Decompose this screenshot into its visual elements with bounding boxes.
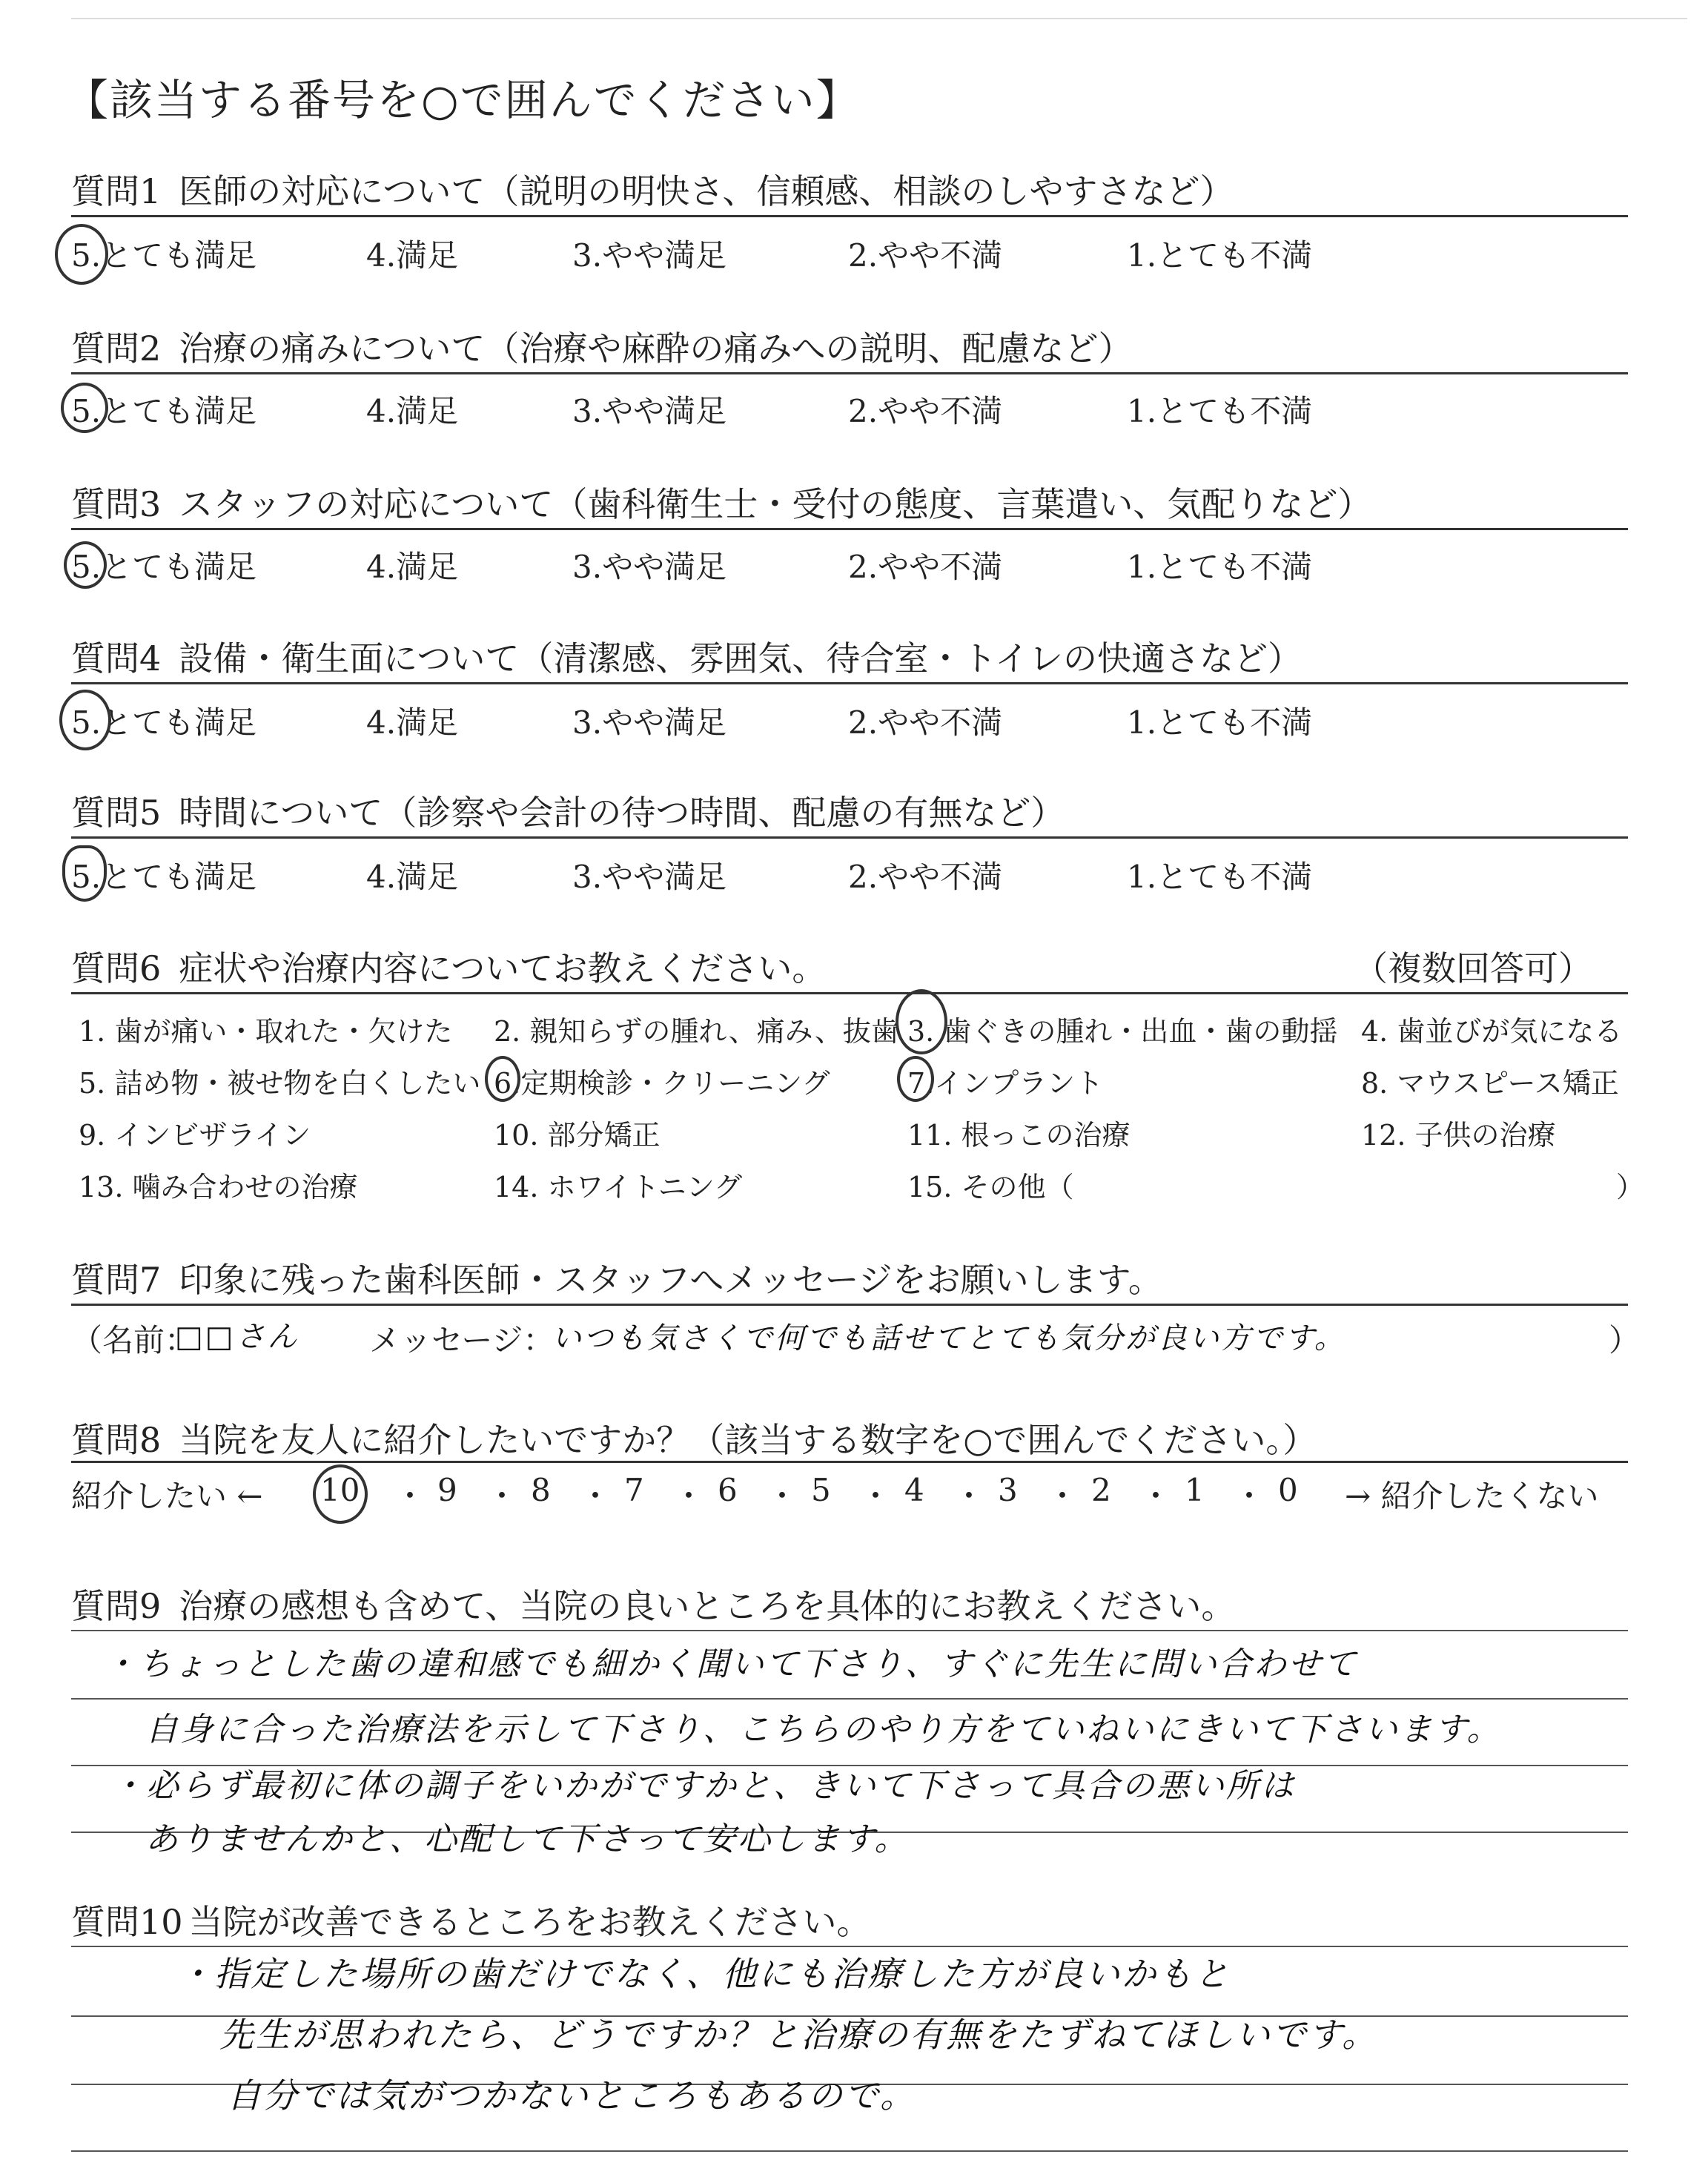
item-2[interactable]: 2. 親知らずの腫れ、痛み、抜歯 — [494, 1015, 899, 1048]
answer-line — [71, 2150, 1628, 2152]
scale-dot: ・ — [673, 1478, 705, 1514]
question-4 — [71, 632, 1628, 681]
scale-dot: ・ — [394, 1478, 426, 1514]
selection-circle — [55, 224, 108, 285]
option-1[interactable]: 1.とても不満 — [1127, 704, 1313, 741]
question-text: 症状や治療内容についてお教えください。 — [179, 948, 827, 988]
q9-answer-line-4[interactable]: ありませんかと、心配して下さって安心します。 — [145, 1820, 910, 1858]
question-number: 質問7 — [71, 1260, 162, 1300]
question-1 — [71, 165, 1628, 214]
item-7[interactable]: 7.インプラント — [907, 1067, 1104, 1100]
scale-7[interactable]: 7 — [624, 1472, 644, 1508]
question-3 — [71, 478, 1628, 526]
selection-circle — [897, 1056, 934, 1102]
scale-1[interactable]: 1 — [1185, 1472, 1205, 1508]
option-1[interactable]: 1.とても不満 — [1127, 237, 1313, 274]
option-2[interactable]: 2.やや不満 — [848, 549, 1003, 585]
option-5[interactable]: 5.とても満足 — [71, 704, 257, 741]
item-11[interactable]: 11. 根っこの治療 — [907, 1119, 1131, 1152]
message-label: メッセージ： — [369, 1322, 555, 1358]
option-1[interactable]: 1.とても不満 — [1127, 549, 1313, 585]
scale-2[interactable]: 2 — [1091, 1472, 1111, 1508]
option-5[interactable]: 5.とても満足 — [71, 549, 257, 585]
item-13[interactable]: 13. 噛み合わせの治療 — [79, 1171, 358, 1203]
option-3[interactable]: 3.やや満足 — [572, 549, 727, 585]
question-6 — [71, 942, 1628, 991]
question-5 — [71, 786, 1628, 835]
option-1[interactable]: 1.とても不満 — [1127, 393, 1313, 429]
question-rule — [71, 215, 1628, 217]
selection-circle — [313, 1464, 368, 1524]
answer-line — [71, 1698, 1628, 1700]
option-4[interactable]: 4.満足 — [366, 549, 459, 585]
q10-answer-line-2[interactable]: 先生が思われたら、どうですか？と治療の有無をたずねてほしいです。 — [219, 2015, 1379, 2055]
scale-4[interactable]: 4 — [904, 1472, 924, 1508]
question-text: 治療の感想も含めて、当院の良いところを具体的にお教えください。 — [179, 1586, 1236, 1626]
scale-8[interactable]: 8 — [531, 1472, 551, 1508]
question-rule — [71, 1461, 1628, 1463]
scale-dot: ・ — [953, 1478, 985, 1514]
item-15[interactable]: 15. その他（ — [907, 1171, 1074, 1203]
selection-circle — [485, 1056, 520, 1102]
question-10 — [71, 1895, 1628, 1944]
question-number: 質問3 — [71, 484, 162, 524]
question-number: 質問6 — [71, 948, 162, 988]
option-4[interactable]: 4.満足 — [366, 859, 459, 895]
option-2[interactable]: 2.やや不満 — [848, 859, 1003, 895]
scale-dot: ・ — [860, 1478, 892, 1514]
selection-circle — [64, 541, 107, 589]
scale-9[interactable]: 9 — [437, 1472, 457, 1508]
selection-circle — [896, 989, 947, 1054]
option-5[interactable]: 5.とても満足 — [71, 859, 257, 895]
question-rule — [71, 836, 1628, 839]
message-close-paren: ） — [1609, 1322, 1641, 1358]
scale-0[interactable]: 0 — [1278, 1472, 1298, 1508]
scale-dot: ・ — [1234, 1478, 1265, 1514]
item-12[interactable]: 12. 子供の治療 — [1361, 1119, 1556, 1152]
scale-10[interactable]: 10 — [320, 1472, 360, 1508]
other-close-paren: ） — [1616, 1171, 1645, 1203]
question-number: 質問1 — [71, 171, 162, 211]
question-text: 設備・衛生面について（清潔感、雰囲気、待合室・トイレの快適さなど） — [179, 638, 1302, 678]
item-3[interactable]: 3. 歯ぐきの腫れ・出血・歯の動揺 — [907, 1015, 1338, 1048]
scale-left-label: 紹介したい ← — [71, 1478, 263, 1514]
q9-answer-line-3[interactable]: ・必らず最初に体の調子をいかがですかと、きいて下さって具合の悪い所は — [111, 1767, 1296, 1805]
option-4[interactable]: 4.満足 — [366, 393, 459, 429]
name-label: （名前： — [71, 1322, 196, 1358]
scale-dot: ・ — [580, 1478, 612, 1514]
scale-dot: ・ — [1140, 1478, 1172, 1514]
question-9 — [71, 1579, 1628, 1628]
question-number: 質問4 — [71, 638, 162, 678]
question-rule — [71, 682, 1628, 684]
scale-3[interactable]: 3 — [998, 1472, 1018, 1508]
item-9[interactable]: 9. インビザライン — [79, 1119, 311, 1152]
scale-right-label: → 紹介したくない — [1345, 1478, 1599, 1514]
message-value[interactable]: いつも気さくで何でも話せてとても気分が良い方です。 — [552, 1321, 1346, 1355]
q9-answer-line-2[interactable]: 自身に合った治療法を示して下さり、こちらのやり方をていねいにきいて下さいます。 — [145, 1711, 1502, 1748]
scale-dot: ・ — [767, 1478, 798, 1514]
question-rule — [71, 992, 1628, 994]
answer-line — [71, 1630, 1628, 1631]
item-10[interactable]: 10. 部分矯正 — [494, 1119, 661, 1152]
question-number: 質問5 — [71, 793, 162, 833]
option-4[interactable]: 4.満足 — [366, 704, 459, 741]
question-rule — [71, 528, 1628, 530]
selection-circle — [61, 383, 108, 433]
question-2 — [71, 322, 1628, 371]
option-5[interactable]: 5.とても満足 — [71, 393, 257, 429]
selection-circle — [59, 690, 111, 750]
scale-dot: ・ — [486, 1478, 518, 1514]
option-1[interactable]: 1.とても不満 — [1127, 859, 1313, 895]
option-2[interactable]: 2.やや不満 — [848, 704, 1003, 741]
option-3[interactable]: 3.やや満足 — [572, 704, 727, 741]
question-text: 時間について（診察や会計の待つ時間、配慮の有無など） — [179, 793, 1065, 833]
option-3[interactable]: 3.やや満足 — [572, 393, 727, 429]
item-5[interactable]: 5. 詰め物・被せ物を白くしたい — [79, 1067, 481, 1100]
item-4[interactable]: 4. 歯並びが気になる — [1361, 1015, 1623, 1048]
option-3[interactable]: 3.やや満足 — [572, 237, 727, 274]
scale-5[interactable]: 5 — [811, 1472, 831, 1508]
item-8[interactable]: 8. マウスピース矯正 — [1361, 1067, 1619, 1100]
option-2[interactable]: 2.やや不満 — [848, 393, 1003, 429]
q10-answer-line-3[interactable]: 自分では気がつかないところもあるので。 — [227, 2075, 917, 2116]
question-text: 印象に残った歯科医師・スタッフへメッセージをお願いします。 — [179, 1260, 1162, 1300]
top-border — [71, 18, 1687, 19]
question-text: スタッフの対応について（歯科衛生士・受付の態度、言葉遣い、気配りなど） — [179, 484, 1372, 524]
name-value[interactable]: □□さん — [175, 1320, 299, 1354]
question-text: 治療の痛みについて（治療や麻酔の痛みへの説明、配慮など） — [179, 328, 1133, 369]
item-6[interactable]: 6.定期検診・クリーニング — [494, 1067, 830, 1100]
option-5[interactable]: 5.とても満足 — [71, 237, 257, 274]
question-rule — [71, 1304, 1628, 1306]
question-number: 質問2 — [71, 328, 162, 369]
question-rule — [71, 372, 1628, 374]
question-text: 当院を友人に紹介したいですか？（該当する数字を○で囲んでください。） — [179, 1420, 1317, 1460]
question-number: 質問8 — [71, 1420, 162, 1460]
scale-dot: ・ — [1047, 1478, 1079, 1514]
question-text: 当院が改善できるところをお教えください。 — [188, 1902, 871, 1942]
question-number: 質問9 — [71, 1586, 162, 1626]
option-3[interactable]: 3.やや満足 — [572, 859, 727, 895]
item-1[interactable]: 1. 歯が痛い・取れた・欠けた — [79, 1015, 453, 1048]
question-8 — [71, 1413, 1628, 1462]
selection-circle — [62, 845, 107, 902]
multiple-answer-note: （複数回答可） — [1354, 948, 1592, 988]
scale-6[interactable]: 6 — [718, 1472, 738, 1508]
question-7 — [71, 1253, 1628, 1302]
question-text: 医師の対応について（説明の明快さ、信頼感、相談のしやすさなど） — [179, 171, 1234, 211]
instruction-heading: 【該当する番号を○で囲んでください】 — [65, 75, 861, 125]
item-14[interactable]: 14. ホワイトニング — [494, 1171, 743, 1203]
q10-answer-line-1[interactable]: ・指定した場所の歯だけでなく、他にも治療した方が良いかもと — [178, 1954, 1231, 1994]
option-4[interactable]: 4.満足 — [366, 237, 459, 274]
option-2[interactable]: 2.やや不満 — [848, 237, 1003, 274]
question-number: 質問10 — [71, 1902, 183, 1942]
q9-answer-line-1[interactable]: ・ちょっとした歯の違和感でも細かく聞いて下さり、すぐに先生に問い合わせて — [104, 1645, 1358, 1683]
